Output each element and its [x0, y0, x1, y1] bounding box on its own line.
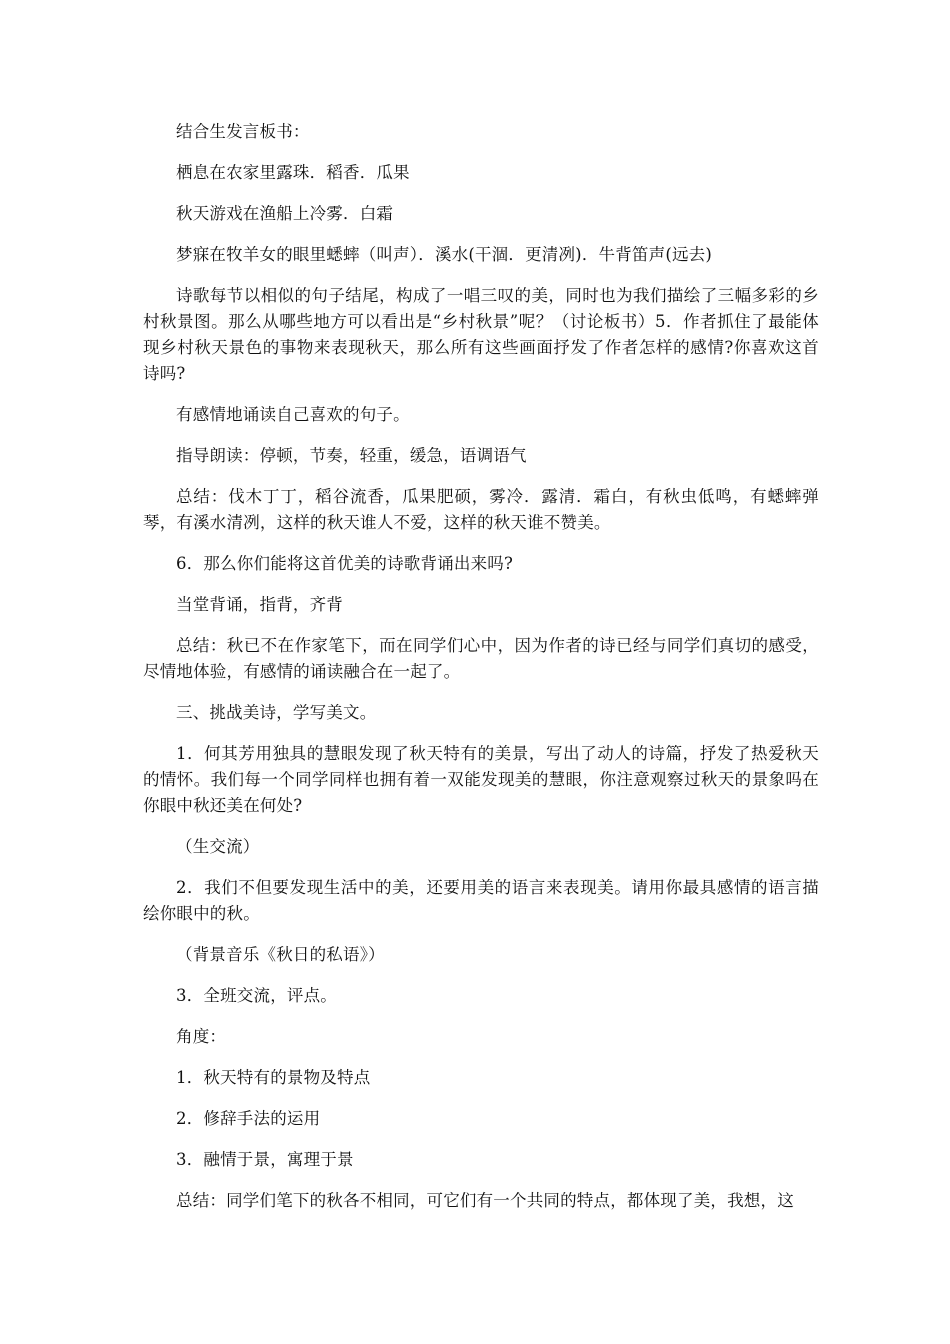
paragraph-summary-1: 总结：伐木丁丁，稻谷流香，瓜果肥硕，雾冷．露清．霜白，有秋虫低鸣，有蟋蟀弹琴，有溪水清冽，这样的秋天谁人不爱，这样的秋天谁不赞美。 [143, 487, 819, 532]
paragraph-student-exchange: （生交流） [176, 837, 260, 856]
document-body [143, 119, 819, 1229]
paragraph-board-line-2: 秋天游戏在渔船上冷雾．白霜 [176, 204, 394, 223]
paragraph-recite-modes: 当堂背诵，指背，齐背 [176, 595, 343, 614]
paragraph-reading-guide: 指导朗读：停顿，节奏，轻重，缓急，语调语气 [176, 446, 527, 465]
paragraph-poem-analysis: 诗歌每节以相似的句子结尾，构成了一唱三叹的美，同时也为我们描绘了三幅多彩的乡村秋景图。那么从哪些地方可以看出是“乡村秋景”呢？（讨论板书）5．作者抓住了最能体现乡村秋天景色的事物来表现秋天，那么所有这些画面抒发了作者怎样的感情?你喜欢这首诗吗? [143, 286, 819, 383]
paragraph-board-line-3: 梦寐在牧羊女的眼里蟋蟀（叫声）．溪水(干涸．更清冽)．牛背笛声(远去) [176, 245, 712, 264]
paragraph-summary-2: 总结：秋已不在作家笔下，而在同学们心中，因为作者的诗已经与同学们真切的感受，尽情地体验，有感情的诵读融合在一起了。 [143, 636, 819, 681]
paragraph-summary-3: 总结：同学们笔下的秋各不相同，可它们有一个共同的特点，都体现了美，我想，这 [176, 1191, 794, 1210]
paragraph-recite-favorite: 有感情地诵读自己喜欢的句子。 [176, 405, 410, 424]
paragraph-background-music: （背景音乐《秋日的私语》） [176, 945, 385, 964]
paragraph-task-3: 3．全班交流，评点。 [176, 986, 337, 1005]
paragraph-angle-1: 1．秋天特有的景物及特点 [176, 1068, 371, 1087]
section-heading-3: 三、挑战美诗，学写美文。 [176, 703, 377, 722]
paragraph-question-6: 6．那么你们能将这首优美的诗歌背诵出来吗? [176, 554, 514, 573]
paragraph-board-line-1: 栖息在农家里露珠．稻香．瓜果 [176, 163, 410, 182]
paragraph-angle-3: 3．融情于景，寓理于景 [176, 1150, 354, 1169]
paragraph-angles-label: 角度： [176, 1027, 227, 1046]
paragraph-task-2: 2．我们不但要发现生活中的美，还要用美的语言来表现美。请用你最具感情的语言描绘你眼中的秋。 [143, 878, 819, 923]
paragraph-angle-2: 2．修辞手法的运用 [176, 1109, 321, 1128]
paragraph-board-intro: 结合生发言板书： [176, 122, 310, 141]
paragraph-task-1: 1．何其芳用独具的慧眼发现了秋天特有的美景，写出了动人的诗篇，抒发了热爱秋天的情怀。我们每一个同学同样也拥有着一双能发现美的慧眼，你注意观察过秋天的景象吗在你眼中秋还美在何处? [143, 744, 819, 815]
